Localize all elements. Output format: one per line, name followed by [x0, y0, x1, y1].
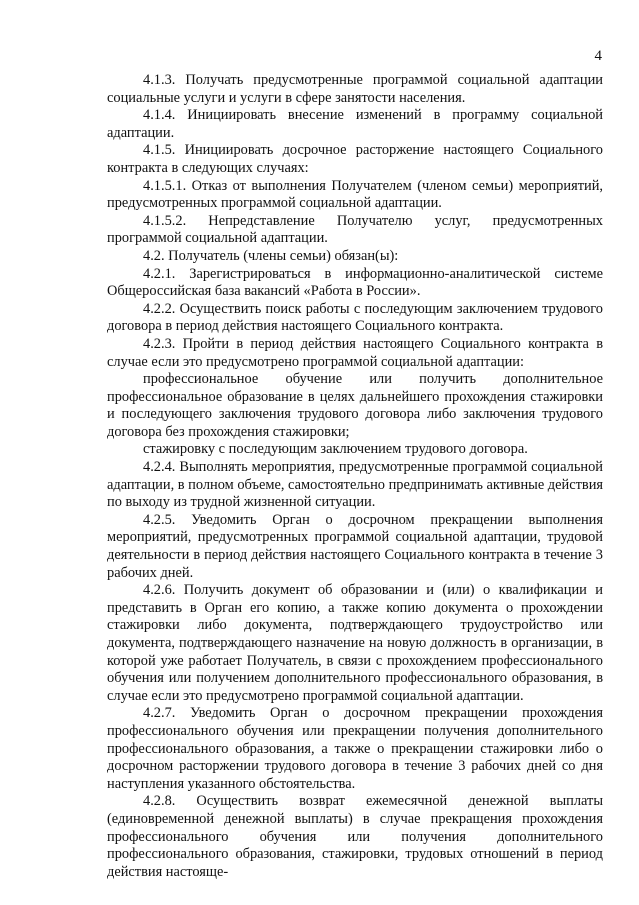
paragraph-4-2-8: 4.2.8. Осуществить возврат ежемесячной денежной выплаты (единовременной денежной выплаты) в случае прекращения прохождения профессионального обучения или получения дополнительного профессионального образования, стажировки, трудовых отношений в период действия настояще- — [107, 793, 603, 880]
paragraph-4-1-5: 4.1.5. Инициировать досрочное расторжение настоящего Социального контракта в следующих случаях: — [107, 142, 603, 176]
paragraph-4-2-3-item-internship: стажировку с последующим заключением трудового договора. — [143, 441, 528, 458]
paragraph-4-1-3: 4.1.3. Получать предусмотренные программой социальной адаптации социальные услуги и услуги в сфере занятости населения. — [107, 72, 603, 106]
paragraph-4-2-3: 4.2.3. Пройти в период действия настоящего Социального контракта в случае если это предусмотрено программой социальной адаптации: — [107, 335, 603, 370]
paragraph-4-2-6: 4.2.6. Получить документ об образовании и (или) о квалификации и представить в Орган его копию, а также копию документа о прохождении стажировки либо документа, подтверждающего трудоустройство или документа, подтверждающего назначение на новую должность в организации, в которой уже работает Получатель, в связи с прохождением профессионального обучения или получением дополнительного профессионального образования, в случае если это предусмотрено программой социальной адаптации. — [107, 582, 603, 704]
document-body — [107, 72, 603, 881]
paragraph-4-2-7: 4.2.7. Уведомить Орган о досрочном прекращении прохождения профессионального обучения или прекращении получения дополнительного профессионального образования, а также о прекращении стажировки либо о досрочном расторжении трудового договора в течение 3 рабочих дней со дня наступления указанного обстоятельства. — [107, 705, 603, 792]
paragraph-4-2-1: 4.2.1. Зарегистрироваться в информационно-аналитической системе Общероссийская база вакансий «Работа в России». — [107, 265, 603, 300]
paragraph-4-2: 4.2. Получатель (члены семьи) обязан(ы): — [143, 247, 399, 264]
page-number: 4 — [594, 48, 602, 64]
paragraph-4-2-4: 4.2.4. Выполнять мероприятия, предусмотренные программой социальной адаптации, в полном объеме, самостоятельно предпринимать активные действия по выходу из трудной жизненной ситуации. — [107, 459, 604, 511]
paragraph-4-2-3-item-training: профессиональное обучение или получить дополнительное профессиональное образование в целях дальнейшего прохождения стажировки и последующего заключения трудового договора либо заключения трудового договора без прохождения стажировки; — [107, 371, 603, 440]
paragraph-4-1-5-2: 4.1.5.2. Непредставление Получателю услуг, предусмотренных программой социальной адаптации. — [107, 212, 603, 247]
paragraph-4-1-4: 4.1.4. Инициировать внесение изменений в программу социальной адаптации. — [107, 107, 603, 141]
paragraph-4-1-5-1: 4.1.5.1. Отказ от выполнения Получателем (членом семьи) мероприятий, предусмотренных программой социальной адаптации. — [107, 177, 603, 212]
paragraph-4-2-5: 4.2.5. Уведомить Орган о досрочном прекращении выполнения мероприятий, предусмотренных программой социальной адаптации, трудовой деятельности в период действия настоящего Социального контракта в течение 3 рабочих дней. — [107, 511, 603, 581]
paragraph-4-2-2: 4.2.2. Осуществить поиск работы с последующим заключением трудового договора в период действия настоящего Социального контракта. — [107, 300, 603, 335]
